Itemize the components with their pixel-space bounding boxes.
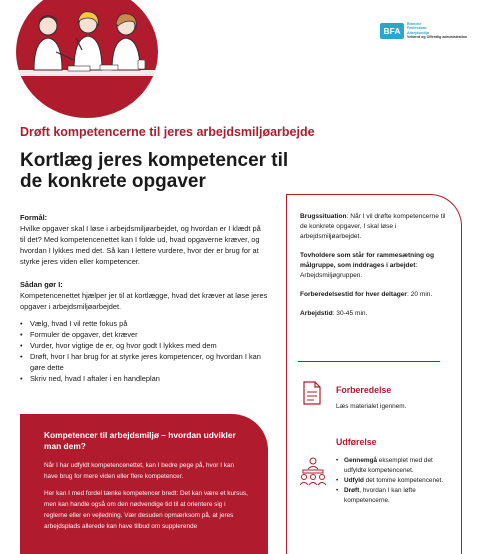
- people-at-table-illustration: [16, 0, 158, 118]
- eyebrow-heading: Drøft kompetencerne til jeres arbejdsmiljøarbejde: [20, 125, 315, 139]
- steps-list: [20, 318, 268, 384]
- list-item: • Drøft, hvor I har brug for at styrke jeres kompetencer, og hvordan I kan gøre dette: [20, 351, 268, 373]
- logo-line-4: Velfærd og Offentlig administration: [407, 34, 468, 39]
- page-title: Kortlæg jeres kompetencer til de konkrete opgaver: [20, 150, 289, 192]
- brugssituation: Brugssituation: Når I vil drøfte kompetencerne til de konkrete opgaver, I skal løse i arbejdsmiljøarbejdet.: [300, 213, 446, 240]
- udfoerelse-title: Udførelse: [336, 437, 377, 447]
- tovholdere: Tovholdere som står for rammesætning og målgruppe, som inddrages i arbejdet: Arbejdsmiljøgruppen.: [300, 252, 434, 279]
- left-column: [20, 212, 268, 384]
- redbox-paragraph-1: Når I har udfyldt kompetencenettet, kan I bedre pege på, hvor I kan have brug for mere viden eller flere kompetencer.: [44, 462, 235, 480]
- saadan-text: Kompetencenettet hjælper jer til at kortlægge, hvad det kræver at løse jeres opgaver i arbejdsmiljøarbejdet.: [20, 291, 268, 311]
- formaal-text: Hvilke opgaver skal I løse i arbejdsmiljøarbejdet, og hvordan er I klædt på til det? Med kompetencenettet kan I folde ud, hvad opgaverne kræver, og hvordan I lykkes med det. Så kan I lettere vurdere, hvor der er brug for at styrke jeres viden eller kompetencer.: [20, 224, 261, 266]
- list-item: • Drøft, hvordan I kan løfte kompetencerne.: [336, 486, 448, 506]
- logo-abbr: BFA: [380, 23, 404, 39]
- arbejdstid: Arbejdstid: 30-45 min.: [300, 310, 368, 317]
- list-item: • Gennemgå eksemplet med det udfyldte kompetencenet.: [336, 456, 448, 476]
- formaal-label: Formål:: [20, 213, 48, 222]
- group-icon: [298, 456, 328, 491]
- forberedelse-title: Forberedelse: [336, 385, 392, 395]
- logo-line-3: Arbejdsmiljø: [407, 30, 429, 35]
- forberedelsestid: Forberedelsestid for hver deltager: 20 min.: [300, 291, 433, 298]
- document-icon: [302, 381, 322, 410]
- hero-illustration: [16, 0, 158, 118]
- divider: [298, 361, 440, 362]
- info-box: [300, 212, 450, 328]
- list-item: • Udfyld det tomme kompetencenet.: [336, 476, 448, 486]
- saadan-label: Sådan gør I:: [20, 280, 63, 289]
- logo-line-1: Branche: [407, 22, 422, 26]
- list-item: • Vurder, hvor vigtige de er, og hvor godt I lykkes med dem: [20, 340, 268, 351]
- logo-line-2: Fællesskab: [407, 26, 427, 31]
- udfoerelse-list: [336, 456, 448, 506]
- redbox-paragraph-2: Her kan I med fordel tænke kompetencer bredt: Det kan være et kursus, men kan handle også om den nødvendige tid til at orientere sig i reglerne eller en vejledning. Vær desuden opmærksom på, at jeres arbejdsplads allerede kan have tilbud om supplerende: [44, 490, 248, 530]
- list-item: • Vælg, hvad I vil rette fokus på: [20, 318, 268, 329]
- list-item: • Skriv ned, hvad I aftaler i en handleplan: [20, 373, 268, 384]
- forberedelse-text: Læs materialet igennem.: [336, 403, 407, 410]
- list-item: • Formuler de opgaver, det kræver: [20, 329, 268, 340]
- redbox-title: Kompetencer til arbejdsmiljø – hvordan udvikler man dem?: [44, 430, 236, 451]
- bfa-logo: [380, 22, 467, 39]
- competence-development-box: [20, 414, 268, 554]
